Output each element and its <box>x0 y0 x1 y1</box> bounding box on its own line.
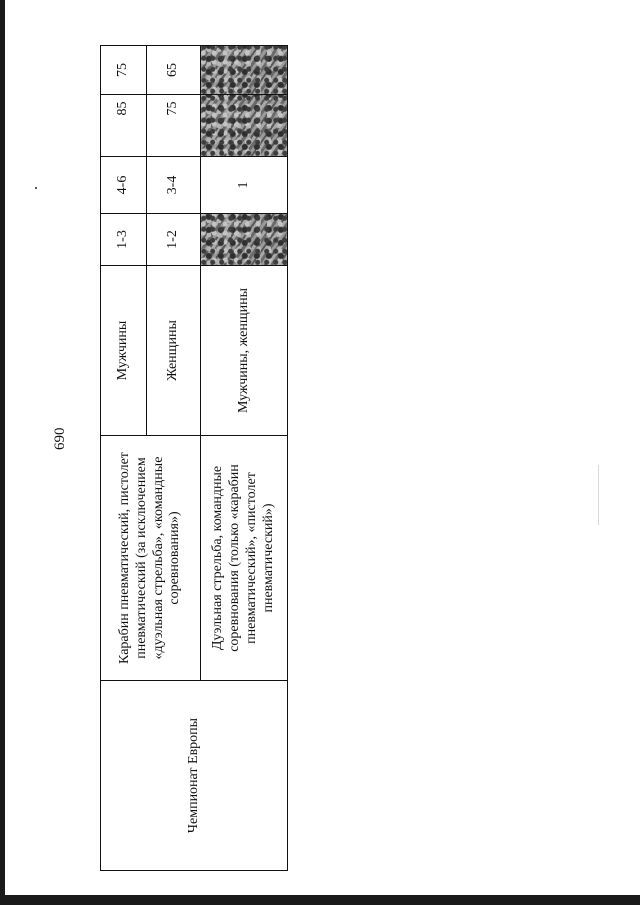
value-women-a: 75 <box>165 101 181 116</box>
value-women-b: 65 <box>165 63 181 77</box>
event-name: Чемпионат Европы <box>185 717 201 834</box>
gender-cell-men <box>100 266 146 436</box>
value-men-a: 85 <box>115 101 131 116</box>
gender-cell-women <box>146 266 200 436</box>
range-cell-mixed-b <box>200 157 288 214</box>
range-men-b: 4-6 <box>115 175 131 195</box>
range-cell-men-b <box>100 157 146 214</box>
shaded-cell-value-b <box>200 45 288 95</box>
range-men-a: 1-3 <box>115 230 131 249</box>
discipline-text-2: Дуэльная стрельба, командные соревнования (только «карабин пневматический», «пистолет пневматический») <box>210 464 276 652</box>
scan-edge-bottom <box>0 895 640 905</box>
gender-label-men: Мужчины <box>115 320 131 381</box>
range-women-a: 1-2 <box>165 230 181 249</box>
discipline-cell-2 <box>200 436 288 681</box>
event-cell <box>100 681 288 871</box>
range-women-b: 3-4 <box>165 175 181 195</box>
discipline-cell-1 <box>100 436 200 681</box>
page-number: 690 <box>52 427 68 450</box>
gender-label-women: Женщины <box>165 320 181 381</box>
value-cell-women-b <box>146 45 200 95</box>
gender-label-mixed: Мужчины, женщины <box>235 287 251 414</box>
gender-cell-mixed <box>200 266 288 436</box>
value-men-b: 75 <box>115 63 131 77</box>
range-cell-men-a <box>100 214 146 266</box>
shaded-cell-range-a <box>200 214 288 266</box>
discipline-text-1: Карабин пневматический, пистолет пневматический (за исключением «дуэльная стрельба», «командные соревнования») <box>116 452 183 664</box>
results-table-last-column <box>100 45 288 95</box>
scan-artifact-line <box>598 465 599 525</box>
value-cell-men-b <box>100 45 146 95</box>
results-table <box>100 45 288 871</box>
range-cell-women-a <box>146 214 200 266</box>
range-mixed-b: 1 <box>235 181 251 189</box>
scan-speck <box>35 187 37 189</box>
range-cell-women-b <box>146 157 200 214</box>
scan-edge-left <box>0 0 5 905</box>
